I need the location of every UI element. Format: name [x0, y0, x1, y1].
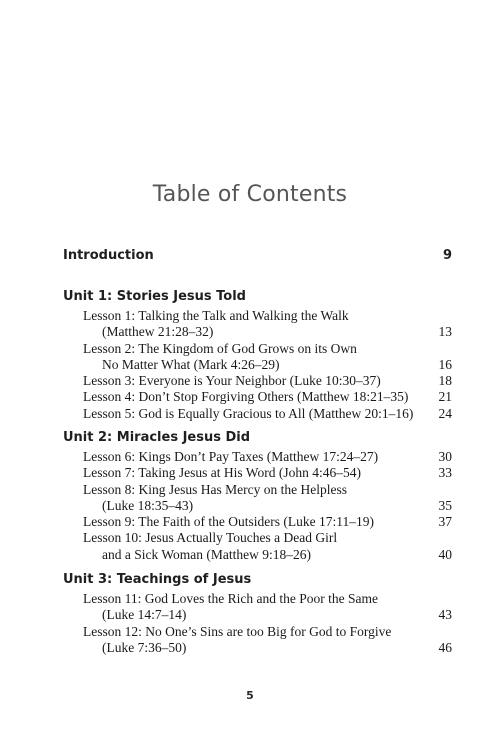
lesson-page-number: 16: [438, 356, 452, 372]
lesson-page-number: 30: [438, 449, 452, 464]
lesson-page-number: 18: [438, 373, 452, 389]
lesson-page-number: 24: [438, 405, 452, 421]
introduction-page-number: 9: [442, 248, 452, 263]
lesson-entry: [63, 482, 452, 515]
lesson-title-line: Lesson 10: Jesus Actually Touches a Dead Girl: [83, 530, 338, 546]
lesson-page-number: 46: [438, 639, 452, 655]
unit-2-section: [63, 428, 452, 563]
lesson-entry: [63, 406, 452, 422]
lesson-title-line: No Matter What (Mark 4:26–29): [102, 356, 280, 372]
page-folio-number: 5: [246, 689, 254, 702]
lesson-title-line: (Luke 7:36–50): [102, 639, 187, 655]
lesson-entry: [63, 373, 452, 389]
lesson-title-line: Lesson 1: Talking the Talk and Walking the Walk: [83, 308, 349, 323]
lesson-entry: [63, 308, 452, 341]
lesson-title-line: Lesson 4: Don’t Stop Forgiving Others (Matthew 18:21–35): [83, 389, 409, 405]
lesson-page-number: 35: [438, 497, 452, 513]
lesson-page-number: 37: [438, 514, 452, 530]
toc-title: Table of Contents: [152, 182, 348, 207]
unit-heading: Unit 1: Stories Jesus Told: [63, 289, 246, 304]
unit-3-section: [63, 570, 452, 656]
lesson-entry: [63, 449, 452, 465]
introduction-label: Introduction: [63, 248, 154, 263]
lesson-title-line: (Luke 18:35–43): [102, 497, 194, 513]
lesson-title-line: Lesson 7: Taking Jesus at His Word (John 4:46–54): [83, 465, 361, 481]
lesson-title-line: Lesson 2: The Kingdom of God Grows on its Own: [83, 340, 357, 356]
lesson-entry: [63, 591, 452, 624]
lesson-title-line: Lesson 12: No One’s Sins are too Big for God to Forgive: [83, 623, 392, 639]
lesson-entry: [63, 624, 452, 657]
lesson-title-line: Lesson 9: The Faith of the Outsiders (Luke 17:11–19): [83, 514, 374, 530]
lesson-page-number: 13: [438, 324, 452, 340]
lesson-entry: [63, 341, 452, 374]
lesson-title-line: Lesson 3: Everyone is Your Neighbor (Luke 10:30–37): [83, 373, 381, 389]
lesson-title-line: (Matthew 21:28–32): [102, 324, 214, 340]
unit-heading: Unit 2: Miracles Jesus Did: [63, 430, 251, 445]
lesson-page-number: 33: [438, 465, 452, 481]
lesson-title-line: Lesson 6: Kings Don’t Pay Taxes (Matthew 17:24–27): [83, 449, 379, 464]
unit-heading: Unit 3: Teachings of Jesus: [63, 572, 252, 587]
introduction-entry: [63, 248, 452, 268]
lesson-page-number: 21: [438, 389, 452, 405]
lesson-title-line: and a Sick Woman (Matthew 9:18–26): [102, 546, 311, 562]
lesson-entry: [63, 465, 452, 481]
lesson-page-number: 43: [438, 607, 452, 623]
lesson-entry: [63, 530, 452, 563]
lesson-title-line: (Luke 14:7–14): [102, 607, 187, 623]
lesson-entry: [63, 514, 452, 530]
lesson-entry: [63, 389, 452, 405]
unit-1-section: [63, 287, 452, 422]
lesson-title-line: Lesson 8: King Jesus Has Mercy on the Helpless: [83, 481, 347, 497]
lesson-page-number: 40: [438, 546, 452, 562]
lesson-title-line: Lesson 5: God is Equally Gracious to All (Matthew 20:1–16): [83, 405, 414, 421]
lesson-title-line: Lesson 11: God Loves the Rich and the Poor the Same: [83, 591, 378, 606]
